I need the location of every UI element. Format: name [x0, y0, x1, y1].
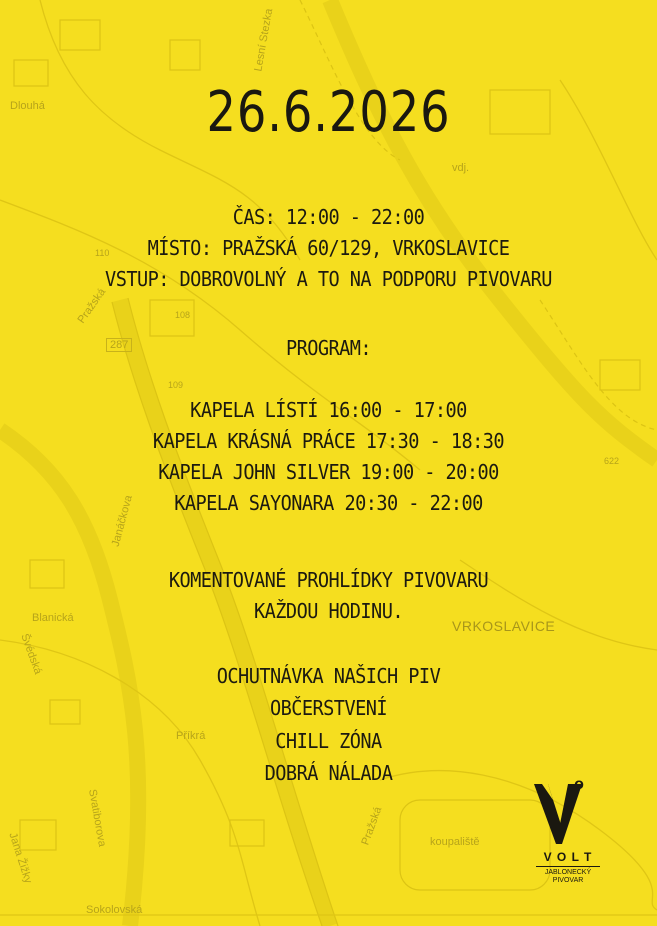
map-label-vrkoslavice: VRKOSLAVICE: [452, 618, 556, 634]
map-label-prikra: Příkrá: [176, 730, 206, 742]
program-item: KAPELA SAYONARA 20:30 - 22:00: [174, 491, 483, 515]
map-label-svedska: Švédská: [18, 632, 44, 676]
extras-item: OCHUTNÁVKA NAŠICH PIV: [216, 664, 441, 688]
program-heading: PROGRAM:: [285, 336, 372, 360]
event-date: 26.6.2026: [206, 80, 451, 145]
map-label-prazska-top: Pražská: [75, 286, 109, 326]
info-time: ČAS: 12:00 - 22:00: [232, 205, 425, 229]
map-label-road-number: 287: [106, 338, 132, 352]
program-item: KAPELA KRÁSNÁ PRÁCE 17:30 - 18:30: [152, 429, 505, 453]
map-label-622: 622: [604, 456, 620, 466]
extras-item: OBČERSTVENÍ: [269, 696, 388, 720]
volt-name: V O L T: [543, 850, 593, 864]
map-label-lesni-stezka: Lesní Stezka: [252, 7, 276, 73]
map-label-108: 108: [175, 310, 191, 320]
volt-divider: [536, 866, 600, 867]
map-label-sokolovska: Sokolovská: [86, 904, 143, 916]
extras-item: CHILL ZÓNA: [275, 729, 382, 753]
map-label-vdj: vdj.: [452, 162, 470, 174]
map-label-prazska-bottom: Pražská: [359, 805, 385, 847]
info-entry: VSTUP: DOBROVOLNÝ A TO NA PODPORU PIVOVARU: [105, 267, 552, 291]
program-item: KAPELA LÍSTÍ 16:00 - 17:00: [190, 398, 467, 422]
volt-subtitle-1: JABLONECKÝ: [544, 869, 592, 876]
map-label-109: 109: [168, 380, 184, 390]
tours-line-1: KOMENTOVANÉ PROHLÍDKY PIVOVARU: [168, 568, 489, 592]
map-label-koupaliste: koupaliště: [430, 836, 480, 848]
map-label-blanicka: Blanická: [32, 612, 74, 624]
map-label-svatiborova: Svatiborova: [86, 788, 108, 848]
volt-logo: [528, 778, 608, 888]
volt-subtitle-2: PIVOVAR: [552, 877, 584, 884]
program-item: KAPELA JOHN SILVER 19:00 - 20:00: [158, 460, 499, 484]
tours-line-2: KAŽDOU HODINU.: [254, 599, 403, 623]
volt-degree-mark: o: [574, 776, 584, 793]
extras-item: DOBRÁ NÁLADA: [264, 761, 393, 785]
map-label-dlouha: Dlouhá: [10, 100, 45, 112]
map-label-janackova: Janáčkova: [109, 494, 135, 548]
map-label-jana-zizky: Jana Žižky: [6, 831, 35, 885]
map-label-110: 110: [95, 248, 110, 258]
info-place: MÍSTO: PRAŽSKÁ 60/129, VRKOSLAVICE: [147, 236, 510, 260]
